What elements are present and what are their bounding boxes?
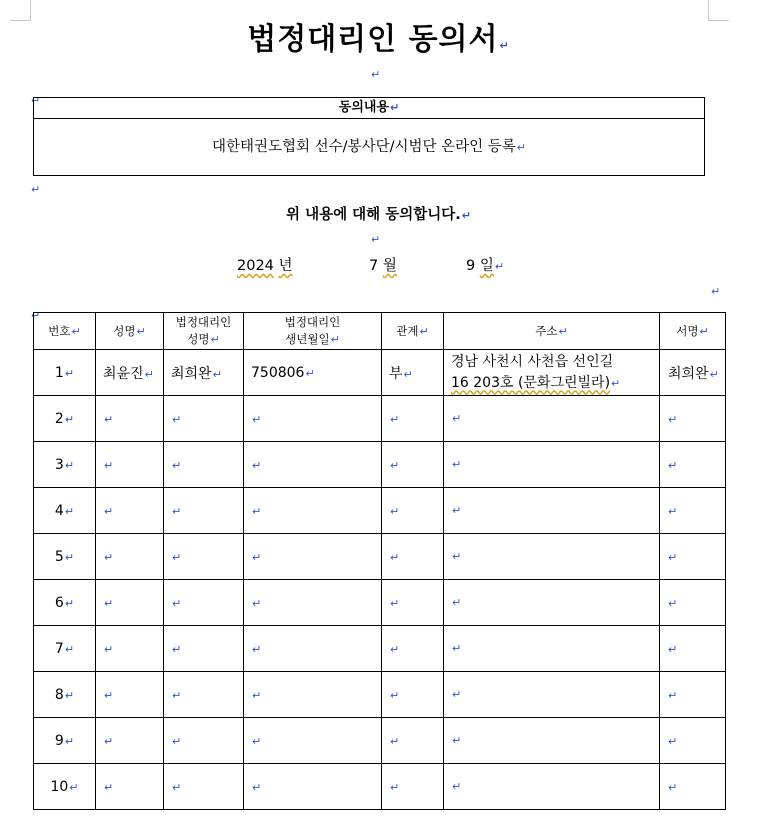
header-guardian-name: 법정대리인 성명↵	[164, 313, 244, 350]
student-name[interactable]: ↵	[96, 396, 164, 442]
guardian-name[interactable]: ↵	[164, 442, 244, 488]
relation[interactable]: 부↵	[382, 350, 444, 396]
address[interactable]: ↵	[444, 672, 660, 718]
header-name: 성명↵	[96, 313, 164, 350]
address[interactable]: ↵	[444, 580, 660, 626]
student-name[interactable]: ↵	[96, 672, 164, 718]
signature[interactable]: 최희완↵	[660, 350, 726, 396]
guardian-name[interactable]: ↵	[164, 764, 244, 810]
signature[interactable]: ↵	[660, 580, 726, 626]
table-row	[34, 626, 726, 672]
row-number: 8↵	[34, 672, 96, 718]
date-month: 7 월	[369, 258, 397, 274]
student-name[interactable]: ↵	[96, 626, 164, 672]
relation[interactable]: ↵	[382, 442, 444, 488]
row-number: 3↵	[34, 442, 96, 488]
student-name[interactable]: ↵	[96, 764, 164, 810]
table-anchor-icon: ↵	[31, 309, 41, 322]
table-row	[34, 764, 726, 810]
guardian-birth[interactable]: ↵	[244, 626, 382, 672]
document-title: 법정대리인 동의서↵	[247, 22, 510, 57]
guardian-birth[interactable]: ↵	[244, 534, 382, 580]
relation[interactable]: ↵	[382, 672, 444, 718]
signature[interactable]: ↵	[660, 718, 726, 764]
agree-statement: 위 내용에 대해 동의합니다.↵	[286, 207, 471, 223]
relation[interactable]: ↵	[382, 580, 444, 626]
date-year: 2024 년	[237, 258, 293, 274]
table-row	[34, 672, 726, 718]
guardian-name[interactable]: ↵	[164, 580, 244, 626]
student-name[interactable]: ↵	[96, 718, 164, 764]
address[interactable]: ↵	[444, 396, 660, 442]
row-number: 7↵	[34, 626, 96, 672]
guardian-birth[interactable]: ↵	[244, 396, 382, 442]
guardian-birth[interactable]: ↵	[244, 580, 382, 626]
paragraph-mark-icon: ↵	[711, 285, 721, 298]
guardian-birth[interactable]: ↵	[244, 672, 382, 718]
table-row	[34, 488, 726, 534]
paragraph-mark-icon: ↵	[499, 39, 510, 52]
address[interactable]: ↵	[444, 534, 660, 580]
table-row	[34, 396, 726, 442]
signature[interactable]: ↵	[660, 672, 726, 718]
guardian-name[interactable]: 최희완↵	[164, 350, 244, 396]
header-signature: 서명↵	[660, 313, 726, 350]
header-relation: 관계↵	[382, 313, 444, 350]
paragraph-mark-icon: ↵	[31, 183, 41, 196]
consent-header: 동의내용↵	[34, 98, 704, 119]
paragraph-mark-icon: ↵	[371, 233, 381, 246]
student-name[interactable]: ↵	[96, 488, 164, 534]
consent-box	[33, 97, 705, 176]
address[interactable]: 경남 사천시 사천읍 선인길 16 203호 (문화그린빌라)↵	[444, 350, 660, 396]
guardian-name[interactable]: ↵	[164, 718, 244, 764]
student-name[interactable]: ↵	[96, 534, 164, 580]
address[interactable]: ↵	[444, 764, 660, 810]
student-name[interactable]: ↵	[96, 442, 164, 488]
guardian-roster-table	[33, 312, 726, 810]
consent-content: 대한태권도협회 선수/봉사단/시범단 온라인 등록↵	[212, 139, 526, 155]
table-row	[34, 350, 726, 396]
guardian-birth[interactable]: ↵	[244, 718, 382, 764]
table-row	[34, 534, 726, 580]
row-number: 9↵	[34, 718, 96, 764]
signature[interactable]: ↵	[660, 488, 726, 534]
guardian-name[interactable]: ↵	[164, 488, 244, 534]
row-number: 2↵	[34, 396, 96, 442]
address[interactable]: ↵	[444, 488, 660, 534]
guardian-name[interactable]: ↵	[164, 396, 244, 442]
signature[interactable]: ↵	[660, 764, 726, 810]
address[interactable]: ↵	[444, 718, 660, 764]
relation[interactable]: ↵	[382, 396, 444, 442]
address[interactable]: ↵	[444, 626, 660, 672]
relation[interactable]: ↵	[382, 534, 444, 580]
relation[interactable]: ↵	[382, 626, 444, 672]
relation[interactable]: ↵	[382, 488, 444, 534]
signature[interactable]: ↵	[660, 396, 726, 442]
signature[interactable]: ↵	[660, 626, 726, 672]
paragraph-mark-icon: ↵	[371, 68, 381, 81]
row-number: 5↵	[34, 534, 96, 580]
student-name[interactable]: ↵	[96, 580, 164, 626]
table-row	[34, 442, 726, 488]
guardian-name[interactable]: ↵	[164, 672, 244, 718]
row-number: 10↵	[34, 764, 96, 810]
guardian-birth[interactable]: ↵	[244, 488, 382, 534]
address[interactable]: ↵	[444, 442, 660, 488]
row-number: 1↵	[34, 350, 96, 396]
table-row	[34, 718, 726, 764]
guardian-birth[interactable]: 750806↵	[244, 350, 382, 396]
relation[interactable]: ↵	[382, 764, 444, 810]
guardian-birth[interactable]: ↵	[244, 442, 382, 488]
guardian-name[interactable]: ↵	[164, 534, 244, 580]
row-number: 4↵	[34, 488, 96, 534]
table-row	[34, 580, 726, 626]
signature[interactable]: ↵	[660, 534, 726, 580]
relation[interactable]: ↵	[382, 718, 444, 764]
guardian-birth[interactable]: ↵	[244, 764, 382, 810]
table-anchor-icon: ↵	[31, 94, 41, 107]
guardian-name[interactable]: ↵	[164, 626, 244, 672]
header-number: 번호↵	[34, 313, 96, 350]
student-name[interactable]: 최윤진↵	[96, 350, 164, 396]
date-day: 9 일↵	[466, 258, 505, 274]
row-number: 6↵	[34, 580, 96, 626]
signature[interactable]: ↵	[660, 442, 726, 488]
table-header-row	[34, 313, 726, 350]
header-guardian-birth: 법정대리인 생년월일↵	[244, 313, 382, 350]
header-address: 주소↵	[444, 313, 660, 350]
